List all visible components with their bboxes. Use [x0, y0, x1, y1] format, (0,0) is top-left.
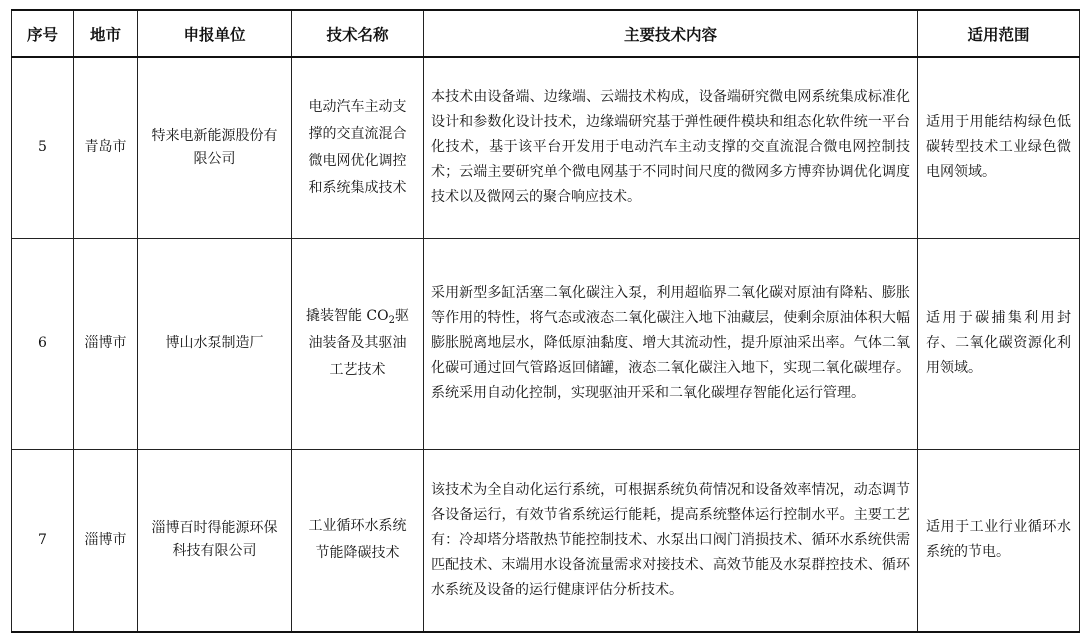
row-city: 淄博市 [74, 238, 138, 449]
row-scope: 适用于用能结构绿色低碳转型技术工业绿色微电网领域。 [918, 57, 1080, 238]
row-city: 青岛市 [74, 57, 138, 238]
header-scope: 适用范围 [918, 10, 1080, 57]
header-content: 主要技术内容 [424, 10, 918, 57]
table-row [12, 449, 1080, 632]
technology-table [11, 9, 1080, 633]
row-seq: 6 [12, 238, 74, 449]
row-scope: 适用于碳捕集利用封存、二氧化碳资源化利用领域。 [918, 238, 1080, 449]
row-unit: 特来电新能源股份有限公司 [138, 57, 292, 238]
header-unit: 申报单位 [138, 10, 292, 57]
row-tech-pre: 撬装智能 CO [305, 308, 389, 324]
row-tech: 工业循环水系统节能降碳技术 [292, 449, 424, 632]
row-tech-sub: 2 [388, 315, 395, 326]
table-row [12, 238, 1080, 449]
row-seq: 7 [12, 449, 74, 632]
table-body [12, 57, 1080, 632]
row-tech: 电动汽车主动支撑的交直流混合微电网优化调控和系统集成技术 [292, 57, 424, 238]
row-tech [292, 238, 424, 449]
row-scope: 适用于工业行业循环水系统的节电。 [918, 449, 1080, 632]
header-city: 地市 [74, 10, 138, 57]
header-row [12, 10, 1080, 57]
row-unit: 淄博百时得能源环保科技有限公司 [138, 449, 292, 632]
row-city: 淄博市 [74, 449, 138, 632]
row-content: 本技术由设备端、边缘端、云端技术构成，设备端研究微电网系统集成标准化设计和参数化设计技术，边缘端研究基于弹性硬件模块和组态化软件统一平台化技术，基于该平台开发用于电动汽车主动支撑的交直流混合微电网控制技术；云端主要研究单个微电网基于不同时间尺度的微网多方博弈协调优化调度技术以及微网云的聚合响应技术。 [424, 57, 918, 238]
header-seq: 序号 [12, 10, 74, 57]
row-tech-post: 驱油装备及其驱油工艺技术 [308, 308, 409, 378]
row-unit: 博山水泵制造厂 [138, 238, 292, 449]
row-content: 该技术为全自动化运行系统，可根据系统负荷情况和设备效率情况，动态调节各设备运行，有效节省系统运行能耗，提高系统整体运行控制水平。主要工艺有：冷却塔分塔散热节能控制技术、水泵出口阀门消损技术、循环水系统供需匹配技术、末端用水设备流量需求对接技术、高效节能及水泵群控技术、循环水系统及设备的运行健康评估分析技术。 [424, 449, 918, 632]
table-row [12, 57, 1080, 238]
document-page [11, 9, 1080, 633]
header-tech: 技术名称 [292, 10, 424, 57]
row-seq: 5 [12, 57, 74, 238]
row-content: 采用新型多缸活塞二氧化碳注入泵，利用超临界二氧化碳对原油有降粘、膨胀等作用的特性，将气态或液态二氧化碳注入地下油藏层，使剩余原油体积大幅膨胀脱离地层水，降低原油黏度、增大其流动性，提升原油采出率。气体二氧化碳可通过回气管路返回储罐，液态二氧化碳注入地下，实现二氧化碳埋存。系统采用自动化控制，实现驱油开采和二氧化碳埋存智能化运行管理。 [424, 238, 918, 449]
table-header [12, 10, 1080, 57]
